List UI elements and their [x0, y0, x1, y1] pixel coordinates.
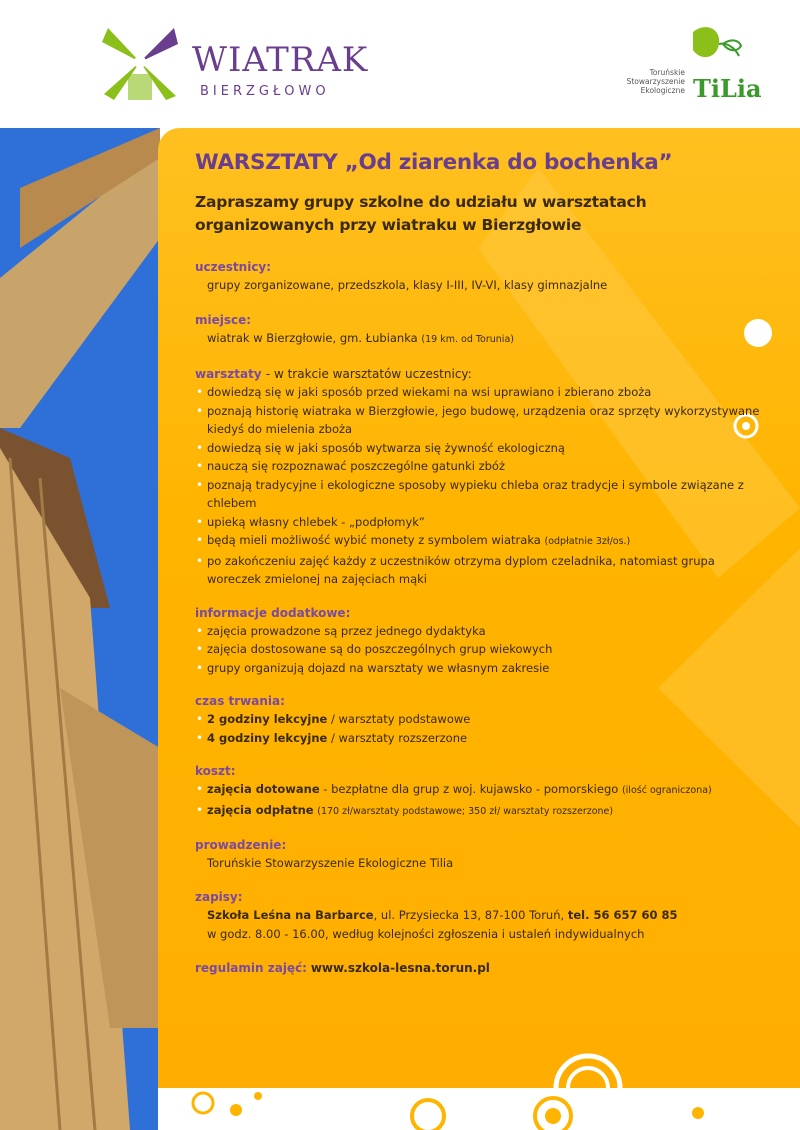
regulations-label: regulamin zajęć:	[195, 961, 307, 975]
partner-org-name: Toruńskie Stowarzyszenie Ekologiczne	[626, 68, 685, 95]
signup-phone: tel. 56 657 60 85	[567, 908, 678, 922]
list-item	[195, 801, 765, 822]
additional-list	[195, 622, 765, 678]
cost-note: (170 zł/warsztaty podstawowe; 350 zł/ warsztaty rozszerzone)	[317, 805, 614, 817]
place-line	[195, 329, 765, 349]
duration-list	[195, 710, 765, 747]
duration-bold: 4 godziny lekcyjne	[207, 730, 328, 745]
list-item: • upieką własny chlebek - „podpłomyk”	[195, 513, 765, 532]
host-text: Toruńskie Stowarzyszenie Ekologiczne Tilia	[207, 856, 454, 870]
leaf-icon	[683, 22, 753, 72]
cost-note: (ilość ograniczona)	[621, 785, 712, 796]
duration-rest: / warsztaty podstawowe	[330, 712, 471, 726]
signup-address: , ul. Przysiecka 13, 87-100 Toruń,	[373, 908, 568, 922]
list-item: • po zakończeniu zajęć każdy z uczestników otrzyma dyplom czeladnika, natomiast grupa woreczek zmielonej na zajęciach mąki	[195, 552, 765, 589]
page-title: WARSZTATY „Od ziarenka do bochenka”	[195, 150, 673, 175]
footer	[158, 1088, 800, 1130]
list-item: • dowiedzą się w jaki sposób wytwarza się żywność ekologiczną	[195, 439, 765, 458]
cost-label: koszt:	[195, 764, 236, 778]
list-item: • zajęcia prowadzone są przez jednego dydaktyka	[195, 622, 765, 641]
participants-section	[195, 259, 765, 295]
place-label: miejsce:	[195, 313, 252, 327]
signup-section	[195, 889, 765, 944]
workshops-label-after: - w trakcie warsztatów uczestnicy:	[265, 367, 472, 381]
cost-bold: zajęcia odpłatne	[207, 802, 314, 817]
tilia-logo	[605, 22, 765, 112]
place-text: wiatrak w Bierzgłowie, gm. Łubianka	[207, 331, 418, 345]
list-item	[195, 531, 765, 552]
list-item	[195, 729, 765, 748]
host-label: prowadzenie:	[195, 838, 287, 852]
cost-rest: - bezpłatne dla grup z woj. kujawsko - pomorskiego	[323, 782, 619, 796]
coins-text: będą mieli możliwość wybić monety z symbolem wiatraka	[207, 533, 541, 547]
list-item	[195, 710, 765, 729]
workshops-section	[195, 366, 765, 589]
list-item: • zajęcia dostosowane są do poszczególnych grup wiekowych	[195, 640, 765, 659]
regulations-line	[195, 959, 765, 977]
logo-title: WIATRAK	[192, 40, 369, 80]
wiatrak-logo	[100, 22, 369, 112]
workshops-heading	[195, 366, 765, 383]
signup-line	[195, 906, 765, 925]
coins-note: (odpłatnie 3zł/os.)	[544, 536, 631, 547]
participants-text: grupy zorganizowane, przedszkola, klasy I-III, IV-VI, klasy gimnazjalne	[207, 278, 608, 292]
workshops-list	[195, 383, 765, 589]
participants-label: uczestnicy:	[195, 260, 272, 274]
partner-name: TiLia	[693, 74, 762, 103]
additional-section	[195, 605, 765, 678]
signup-school: Szkoła Leśna na Barbarce	[207, 908, 374, 922]
intro-text: Zapraszamy grupy szkolne do udziału w warsztatach organizowanych przy wiatraku w Bierzgłowie	[195, 193, 647, 234]
windmill-icon	[100, 22, 180, 102]
list-item: • grupy organizują dojazd na warsztaty we własnym zakresie	[195, 659, 765, 678]
duration-rest: / warsztaty rozszerzone	[330, 730, 468, 745]
host-section	[195, 837, 765, 873]
place-note: (19 km. od Torunia)	[421, 334, 514, 345]
logo-subtitle: BIERZGŁOWO	[200, 84, 330, 99]
cost-bold: zajęcia dotowane	[207, 782, 320, 796]
signup-label: zapisy:	[195, 890, 243, 904]
workshops-label: warsztaty	[195, 367, 262, 381]
duration-section	[195, 693, 765, 747]
main-content	[195, 150, 765, 977]
duration-bold: 2 godziny lekcyjne	[207, 712, 328, 726]
list-item: • nauczą się rozpoznawać poszczególne gatunki zbóż	[195, 457, 765, 476]
regulations-link[interactable]: www.szkola-lesna.torun.pl	[310, 961, 490, 975]
list-item: • dowiedzą się w jaki sposób przed wiekami na wsi uprawiano i zbierano zboża	[195, 383, 765, 402]
duration-label: czas trwania:	[195, 694, 285, 708]
cost-section	[195, 763, 765, 821]
list-item	[195, 780, 765, 801]
list-item: • poznają tradycyjne i ekologiczne sposoby wypieku chleba oraz tradycje i symbole związane z chlebem	[195, 476, 765, 513]
windmill-photo	[0, 128, 160, 1130]
additional-label: informacje dodatkowe:	[195, 605, 351, 620]
list-item: • poznają historię wiatraka w Bierzgłowie, jego budowę, urządzenia oraz sprzęty wykorzystywane kiedyś do mielenia zboża	[195, 402, 765, 439]
place-section	[195, 312, 765, 349]
header	[0, 0, 800, 128]
signup-hours: w godz. 8.00 - 16.00, według kolejności zgłoszenia i ustaleń indywidualnych	[207, 927, 645, 941]
cost-list	[195, 780, 765, 821]
